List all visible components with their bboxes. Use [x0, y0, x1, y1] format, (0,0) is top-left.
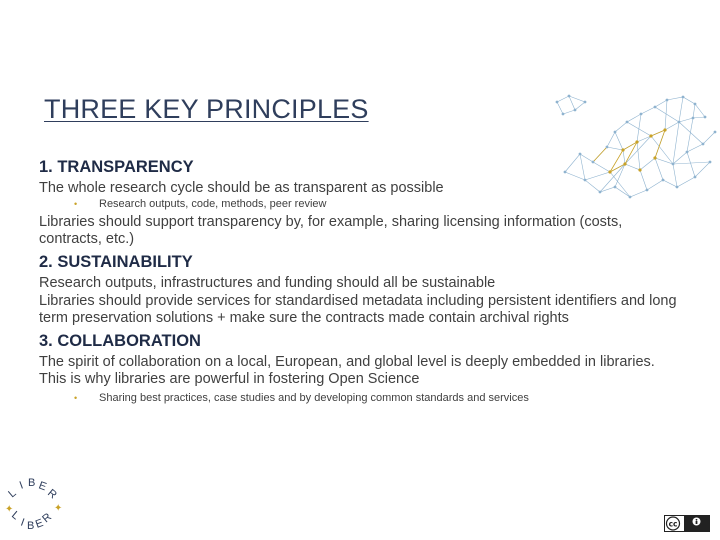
svg-text:L: L	[9, 509, 22, 523]
section-intro: The whole research cycle should be as transparent as possible	[39, 180, 444, 196]
svg-text:cc: cc	[668, 519, 678, 529]
section-sustainability	[39, 252, 679, 327]
slide-title: THREE KEY PRINCIPLES	[44, 94, 369, 124]
section-detail: Libraries should support transparency by, for example, sharing licensing information (costs, contracts, etc.)	[39, 214, 623, 247]
svg-text:B: B	[27, 520, 35, 532]
section-heading: 2. SUSTAINABILITY	[39, 253, 193, 271]
cc-by-license-badge	[664, 515, 710, 532]
svg-text:E: E	[33, 517, 45, 531]
svg-text:L: L	[6, 487, 19, 501]
svg-text:✦: ✦	[54, 503, 63, 514]
svg-text:R: R	[40, 510, 55, 526]
slide-content	[39, 157, 679, 405]
svg-text:✦: ✦	[5, 504, 14, 515]
liber-logo	[4, 472, 70, 534]
svg-text:I: I	[18, 516, 26, 529]
section-intro: Research outputs, infrastructures and funding should all be sustainable	[39, 275, 496, 291]
list-item	[39, 391, 679, 405]
svg-text:E: E	[36, 479, 48, 494]
bullet-icon: •	[74, 199, 78, 209]
list-item-text: Research outputs, code, methods, peer review	[99, 198, 327, 210]
section-heading: 1. TRANSPARENCY	[39, 158, 194, 176]
svg-text:R: R	[45, 487, 59, 502]
svg-text:I: I	[17, 479, 25, 492]
section-intro: The spirit of collaboration on a local, European, and global level is deeply embedded in libraries. This is why libraries are powerful in fostering Open Science	[39, 354, 655, 387]
section-heading: 3. COLLABORATION	[39, 332, 201, 350]
list-item-text: Sharing best practices, case studies and by developing common standards and services	[99, 392, 529, 404]
svg-text:B: B	[28, 477, 36, 489]
section-transparency	[39, 157, 679, 248]
bullet-icon: •	[74, 393, 78, 403]
section-collaboration	[39, 331, 679, 405]
list-item	[39, 197, 679, 211]
section-detail: Libraries should provide services for standardised metadata including persistent identifiers and long term preservation solutions + make sure the contracts made contain archival rights	[39, 293, 677, 326]
